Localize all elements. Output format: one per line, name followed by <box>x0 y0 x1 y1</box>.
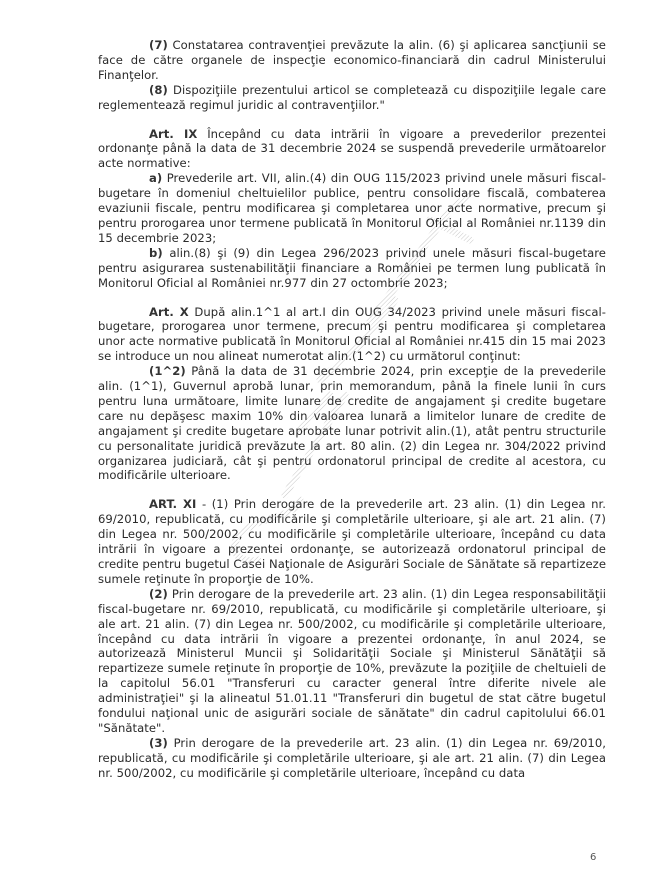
article-x <box>98 305 606 365</box>
article-heading: Art. IX <box>149 126 198 141</box>
article-xi-paragraph-2 <box>98 587 606 736</box>
paragraph-text: După alin.1^1 al art.I din OUG 34/2023 privind unele măsuri fiscal-bugetare, prorogarea unor termene, precum şi pentru modificarea şi completarea unor acte normative publicată în Monitorul Oficial al României nr.415 din 15 mai 2023 se introduce un nou alineat numerotat alin.(1^2) cu următorul conţinut: <box>98 304 606 364</box>
article-x-paragraph-1-2 <box>98 364 606 483</box>
paragraph-label: (2) <box>149 586 168 601</box>
article-xi-paragraph-3 <box>98 736 606 781</box>
article-ix <box>98 127 606 172</box>
paragraph-7 <box>98 38 606 83</box>
article-ix-point-a <box>98 171 606 246</box>
paragraph-label: (8) <box>149 82 168 97</box>
paragraph-label: a) <box>149 171 163 186</box>
article-ix-point-b <box>98 246 606 291</box>
article-heading: ART. XI <box>149 497 197 512</box>
paragraph-label: b) <box>149 245 163 260</box>
paragraph-text: alin.(8) şi (9) din Legea 296/2023 privind unele măsuri fiscal-bugetare pentru asigurarea sustenabilităţii financiare a României pe termen lung publicată în Monitorul Oficial al României nr.977 din 27 octombrie 2023; <box>98 245 606 290</box>
paragraph-text: Prin derogare de la prevederile art. 23 alin. (1) din Legea responsabilităţii fiscal-bugetare nr. 69/2010, republicată, cu modificările şi completările ulterioare, şi ale art. 21 alin. (7) din Legea nr. 500/2002, cu modificările şi completările ulterioare, începând cu data intrării în vigoare a prezentei ordonanţe, în anul 2024, se autorizează Ministerul Muncii şi Solidarităţii Sociale şi Ministerul Sănătăţii să repartizeze sumele reţinute în proporţie de 10%, prevăzute la poziţiile de cheltuieli de la capitolul 56.01 "Transferuri cu caracter general între diferite nivele ale administraţiei" şi la alineatul 51.01.11 "Transferuri din bugetul de stat către bugetul fondului naţional unic de asigurări sociale de sănătate" din cadrul capitolului 66.01 "Sănătate". <box>98 586 606 735</box>
paragraph-label: (1^2) <box>149 364 186 379</box>
article-xi <box>98 497 606 586</box>
article-heading: Art. X <box>149 304 189 319</box>
paragraph-text: Constatarea contravenţiei prevăzute la alin. (6) şi aplicarea sancţiunii se face de către organele de inspecţie economico-financiară din cadrul Ministerului Finanţelor. <box>98 38 606 82</box>
paragraph-text: Prevederile art. VII, alin.(4) din OUG 115/2023 privind unele măsuri fiscal-bugetare în domeniul cheltuielilor publice, pentru consolidare fiscală, combaterea evaziunii fiscale, pentru modificarea şi completarea unor acte normative, precum şi pentru prorogarea unor termene publicată în Monitorul Oficial al României nr.1139 din 15 decembrie 2023; <box>98 171 606 245</box>
document-page <box>98 38 606 781</box>
paragraph-text: - (1) Prin derogare de la prevederile art. 23 alin. (1) din Legea nr. 69/2010, republicată, cu modificările şi completările ulterioare, şi ale art. 21 alin. (7) din Legea nr. 500/2002, cu modificările şi completările ulterioare, începând cu data intrării în vigoare a prezentei ordonanţe, se autorizează ordonatorul principal de credite pentru bugetul Casei Naţionale de Asigurări Sociale de Sănătate să repartizeze sumele reţinute în proporţie de 10%. <box>98 497 606 586</box>
paragraph-text: Până la data de 31 decembrie 2024, prin excepţie de la prevederile alin. (1^1), Guvernul aprobă lunar, prin memorandum, până la finele lunii în curs pentru luna următoare, limite lunare de credite de angajament şi credite bugetare care nu depăşesc maxim 10% din valoarea lunară a limitelor lunare de credite de angajament şi credite bugetare aprobate lunar potrivit alin.(1), atât pentru structurile cu personalitate juridică prevăzute la art. 80 alin. (2) din Legea nr. 304/2022 privind organizarea judiciară, cât şi pentru ordonatorul principal de credite al acestora, cu modificările ulterioare. <box>98 364 606 483</box>
paragraph-label: (3) <box>149 735 168 750</box>
paragraph-text: Dispoziţiile prezentului articol se completează cu dispoziţiile legale care reglementează regimul juridic al contravenţiilor." <box>98 82 606 112</box>
paragraph-text: Prin derogare de la prevederile art. 23 alin. (1) din Legea nr. 69/2010, republicată, cu modificările şi completările ulterioare, şi ale art. 21 alin. (7) din Legea nr. 500/2002, cu modificările şi completările ulterioare, începând cu data <box>98 735 606 780</box>
page-number: 6 <box>590 852 597 863</box>
paragraph-label: (7) <box>149 38 168 52</box>
paragraph-8 <box>98 83 606 113</box>
paragraph-text: Începând cu data intrării în vigoare a prevederilor prezentei ordonanţe până la data de 31 decembrie 2024 se suspendă prevederile următoarelor acte normative: <box>98 126 606 171</box>
